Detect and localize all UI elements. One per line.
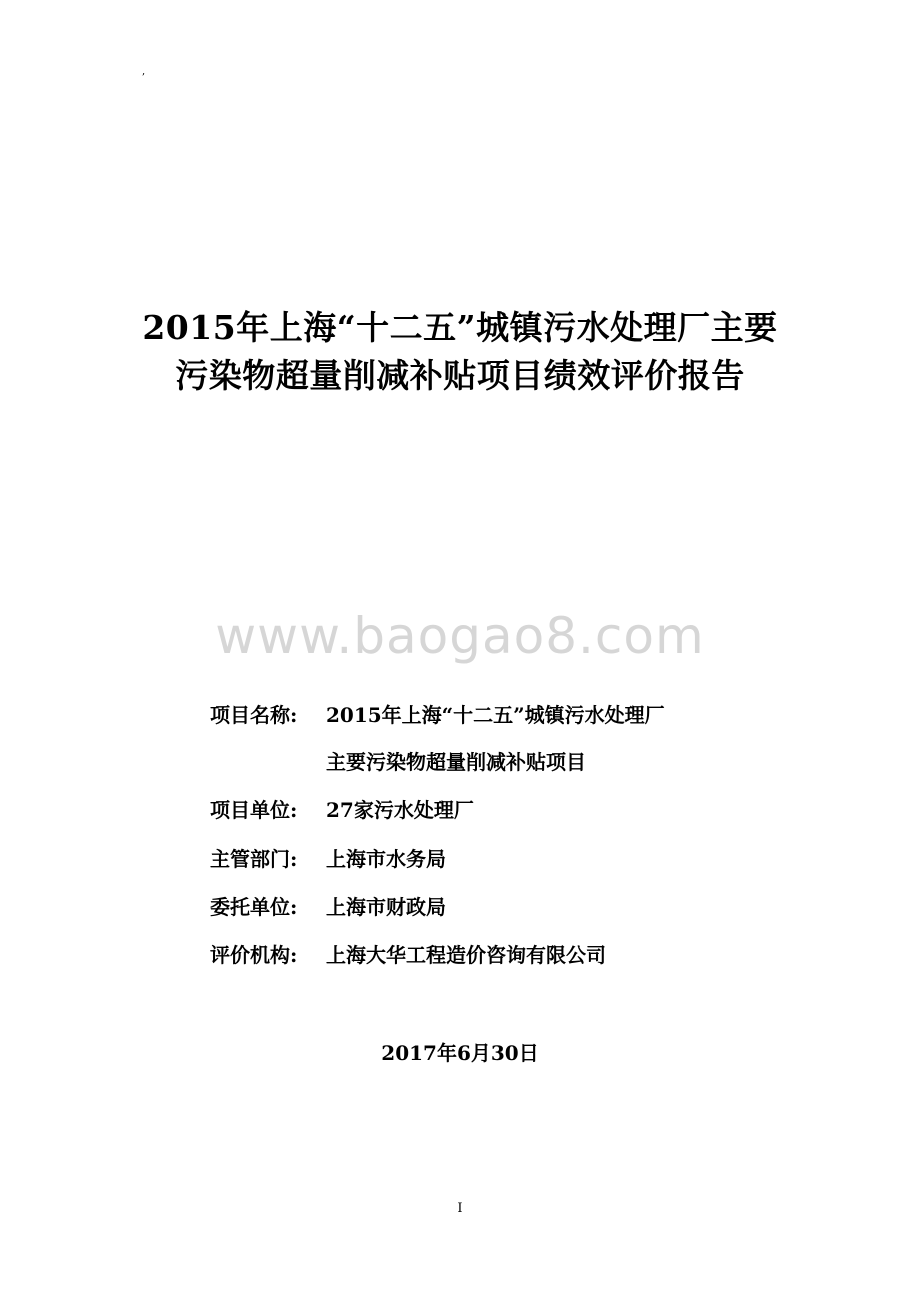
entrusting-unit-value: 上海市财政局 [326,895,446,919]
watermark: www.baogao8.com [215,607,705,665]
supervisor-value: 上海市水务局 [326,847,446,871]
project-name-value-line-2: 主要污染物超量削减补贴项目 [326,750,586,774]
project-unit-value: 27家污水处理厂 [326,798,474,822]
supervisor-row [210,845,446,873]
entrusting-unit-row [210,893,446,921]
evaluator-row [210,941,606,969]
report-title-line-1: 2015年上海“十二五”城镇污水处理厂主要 [142,308,778,347]
project-name-label: 项目名称: [210,703,298,727]
entrusting-unit-label: 委托单位: [210,895,298,919]
project-name-row [210,701,665,729]
page-number: I [457,1201,463,1216]
corner-mark: , [142,66,146,77]
report-date: 2017年6月30日 [381,1041,539,1065]
project-name-value-line-1: 2015年上海“十二五”城镇污水处理厂 [326,703,665,727]
evaluator-value: 上海大华工程造价咨询有限公司 [326,943,606,967]
evaluator-label: 评价机构: [210,943,298,967]
project-unit-row [210,796,474,824]
project-unit-label: 项目单位: [210,798,298,822]
supervisor-label: 主管部门: [210,847,298,871]
report-title-line-2: 污染物超量削减补贴项目绩效评价报告 [175,356,745,395]
